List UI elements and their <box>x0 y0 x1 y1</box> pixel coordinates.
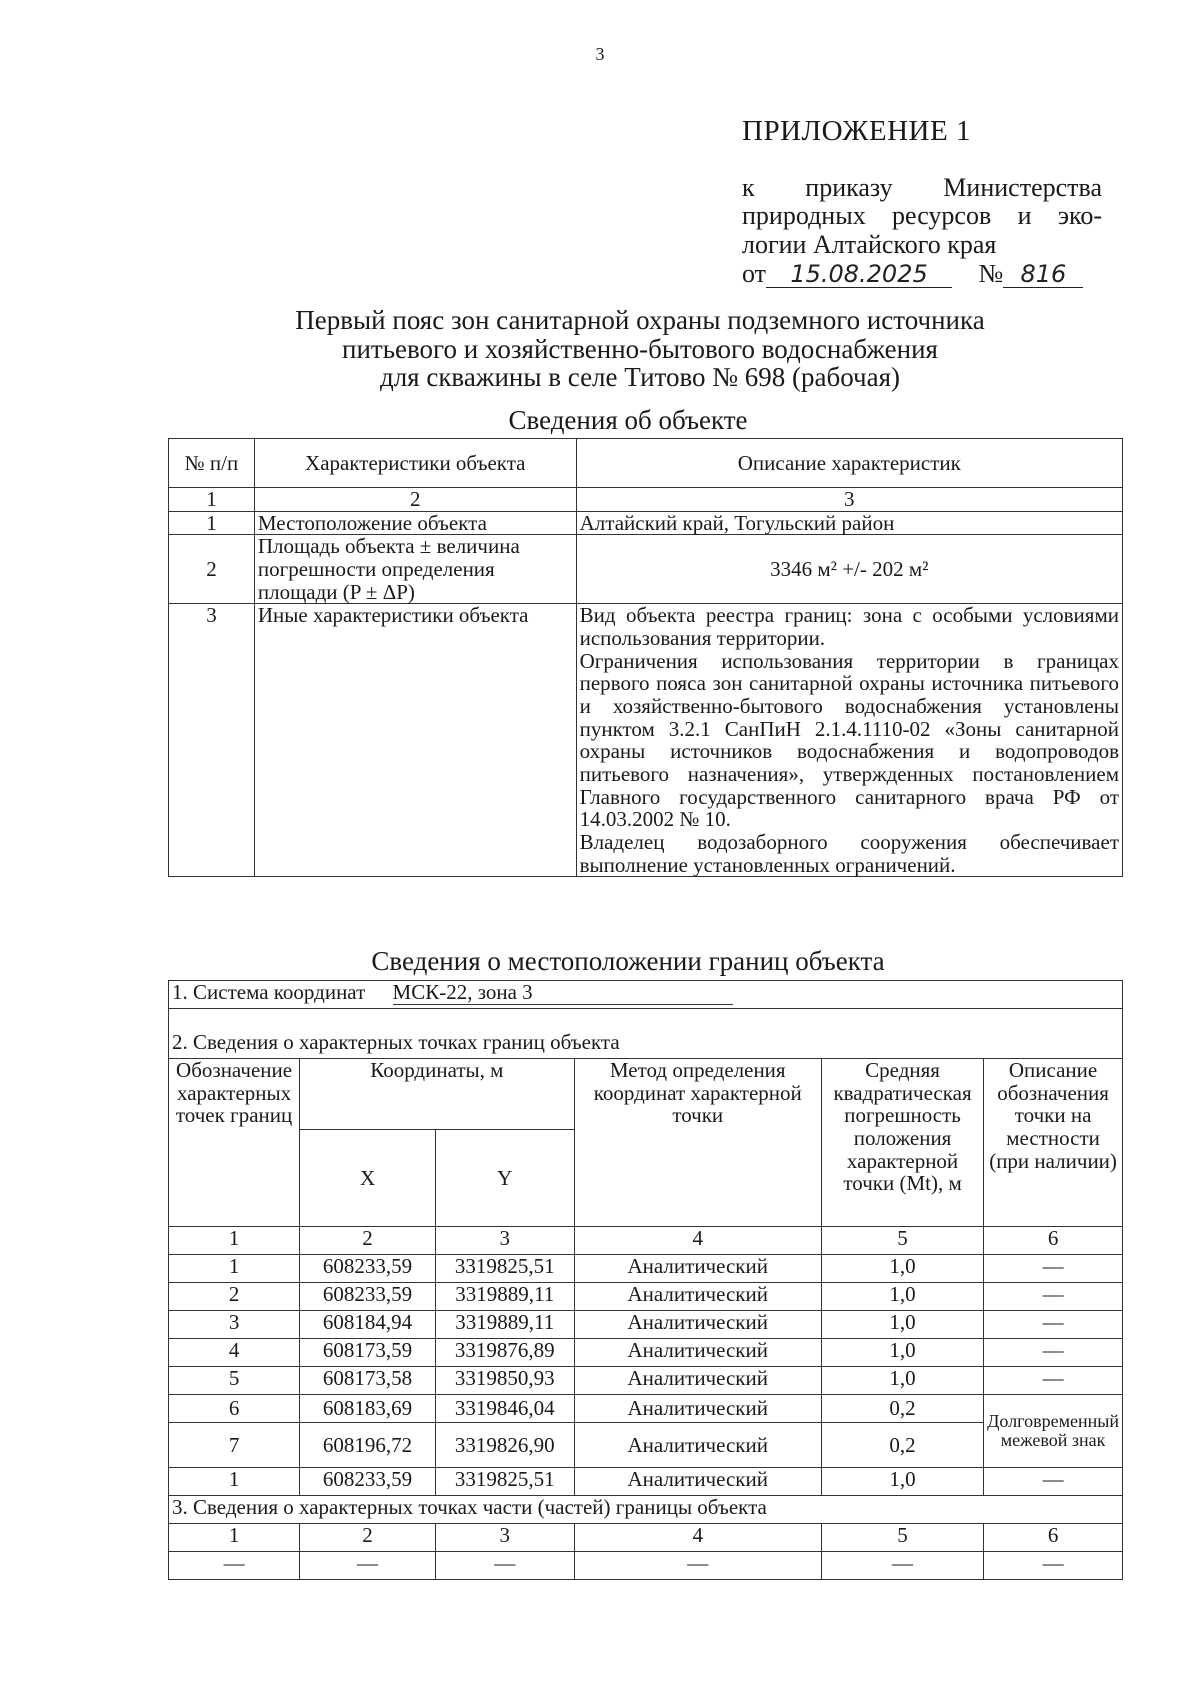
appendix-line-3: логии Алтайского края <box>742 230 997 260</box>
header-desc: Описание характеристик <box>576 439 1122 488</box>
table-row <box>169 511 1123 535</box>
point-y: 3319876,89 <box>435 1339 574 1367</box>
date-prefix: от <box>742 258 767 288</box>
header-x: X <box>300 1130 436 1227</box>
handwritten-number: 816 <box>1003 261 1083 288</box>
handwritten-date: 15.08.2025 <box>766 261 952 288</box>
parts-cell: — <box>169 1552 300 1580</box>
page-number: 3 <box>595 44 605 64</box>
point-y: 3319825,51 <box>435 1255 574 1283</box>
title-line-2: питьевого и хозяйственно-бытового водоснабжения <box>342 333 938 364</box>
point-x: 608233,59 <box>300 1255 436 1283</box>
coord-system-value: МСК-22, зона 3 <box>393 981 733 1005</box>
point-marker: — <box>984 1468 1123 1496</box>
parts-cell: — <box>435 1552 574 1580</box>
point-x: 608184,94 <box>300 1311 436 1339</box>
coord-system-row <box>169 981 1123 1009</box>
header-coords: Координаты, м <box>300 1059 574 1130</box>
column-number-row <box>169 488 1123 512</box>
point-x: 608233,59 <box>300 1468 436 1496</box>
col-number: 4 <box>574 1524 821 1552</box>
col-number: 3 <box>576 488 1122 512</box>
point-error: 1,0 <box>821 1468 983 1496</box>
point-y: 3319826,90 <box>435 1423 574 1468</box>
col-number: 2 <box>300 1227 436 1255</box>
table-row <box>169 604 1123 877</box>
point-marker: — <box>984 1339 1123 1367</box>
col-number: 5 <box>821 1524 983 1552</box>
point-marker: Долговременный межевой знак <box>984 1395 1123 1468</box>
row-char: Местоположение объекта <box>254 511 576 535</box>
header-num: № п/п <box>169 439 255 488</box>
point-error: 1,0 <box>821 1367 983 1395</box>
appendix-line-2: природных ресурсов и эко- <box>742 201 1102 231</box>
point-method: Аналитический <box>574 1311 821 1339</box>
point-x: 608173,59 <box>300 1339 436 1367</box>
header-char: Характеристики объекта <box>254 439 576 488</box>
document-title <box>240 306 1040 392</box>
appendix-line-1: к приказу Министерства <box>742 172 1102 202</box>
row-desc <box>576 604 1122 877</box>
col-number: 1 <box>169 1524 300 1552</box>
appendix-block <box>742 116 1102 288</box>
point-id: 1 <box>169 1468 300 1496</box>
point-y: 3319889,11 <box>435 1311 574 1339</box>
parts-cell: — <box>574 1552 821 1580</box>
table-row <box>169 1367 1123 1395</box>
col-number: 6 <box>984 1524 1123 1552</box>
col-number: 1 <box>169 1227 300 1255</box>
col-number: 1 <box>169 488 255 512</box>
row-num: 1 <box>169 511 255 535</box>
desc-paragraph: Ограничения использования территории в границах первого пояса зон санитарной охраны источника питьевого и хозяйственно-бытового водоснабжения установлены пунктом 3.2.1 СанПиН 2.1.4.1110-02 «Зоны санитарной охраны источников водоснабжения и водопроводов питьевого назначения», утвержденных постановлением Главного государственного санитарного врача РФ от 14.03.2002 № 10. <box>579 648 1119 832</box>
parts-cell: — <box>984 1552 1123 1580</box>
row-num: 2 <box>169 535 255 604</box>
points-heading: 2. Сведения о характерных точках границ объекта <box>169 1009 1123 1059</box>
points-header-row <box>169 1059 1123 1130</box>
table-row <box>169 1339 1123 1367</box>
col-number: 3 <box>435 1524 574 1552</box>
table-row <box>169 1311 1123 1339</box>
point-id: 1 <box>169 1255 300 1283</box>
point-id: 3 <box>169 1311 300 1339</box>
location-table <box>168 980 1123 1580</box>
point-error: 1,0 <box>821 1255 983 1283</box>
appendix-title: ПРИЛОЖЕНИЕ 1 <box>742 115 971 147</box>
point-method: Аналитический <box>574 1339 821 1367</box>
point-id: 2 <box>169 1283 300 1311</box>
point-marker: — <box>984 1283 1123 1311</box>
point-y: 3319825,51 <box>435 1468 574 1496</box>
point-x: 608233,59 <box>300 1283 436 1311</box>
point-error: 0,2 <box>821 1423 983 1468</box>
header-y: Y <box>435 1130 574 1227</box>
point-marker: — <box>984 1311 1123 1339</box>
point-y: 3319846,04 <box>435 1395 574 1423</box>
table-row <box>169 1255 1123 1283</box>
col-number: 3 <box>435 1227 574 1255</box>
point-method: Аналитический <box>574 1255 821 1283</box>
col-number: 2 <box>254 488 576 512</box>
location-heading: Сведения о местоположении границ объекта <box>371 946 885 976</box>
point-marker: — <box>984 1367 1123 1395</box>
table-row <box>169 1423 1123 1468</box>
point-marker: — <box>984 1255 1123 1283</box>
row-char: Иные характеристики объекта <box>254 604 576 877</box>
title-line-1: Первый пояс зон санитарной охраны подземного источника <box>295 305 985 335</box>
title-line-3: для скважины в селе Титово № 698 (рабочая) <box>379 362 901 393</box>
col-number: 6 <box>984 1227 1123 1255</box>
desc-paragraph: Владелец водозаборного сооружения обеспечивает выполнение установленных ограничений. <box>579 830 1119 877</box>
point-x: 608196,72 <box>300 1423 436 1468</box>
object-info-table <box>168 438 1123 877</box>
row-desc: 3346 м² +/- 202 м² <box>576 535 1122 604</box>
table-header-row <box>169 439 1123 488</box>
point-id: 6 <box>169 1395 300 1423</box>
point-error: 1,0 <box>821 1283 983 1311</box>
point-error: 1,0 <box>821 1339 983 1367</box>
col-number: 2 <box>300 1524 436 1552</box>
coord-system-label: 1. Система координат <box>172 980 366 1004</box>
point-error: 1,0 <box>821 1311 983 1339</box>
table-row <box>169 1283 1123 1311</box>
desc-paragraph: Вид объекта реестра границ: зона с особыми условиями использования территории. <box>579 603 1119 651</box>
points-heading-row <box>169 1009 1123 1059</box>
point-method: Аналитический <box>574 1423 821 1468</box>
point-method: Аналитический <box>574 1283 821 1311</box>
point-y: 3319889,11 <box>435 1283 574 1311</box>
parts-column-number-row <box>169 1524 1123 1552</box>
object-info-heading: Сведения об объекте <box>508 405 748 435</box>
row-num: 3 <box>169 604 255 877</box>
parts-cell: — <box>821 1552 983 1580</box>
table-row <box>169 535 1123 604</box>
table-row <box>169 1468 1123 1496</box>
parts-cell: — <box>300 1552 436 1580</box>
header-point: Обозначение характерных точек границ <box>169 1059 300 1227</box>
point-x: 608183,69 <box>300 1395 436 1423</box>
header-method: Метод определения координат характерной точки <box>574 1059 821 1227</box>
point-method: Аналитический <box>574 1395 821 1423</box>
col-number: 5 <box>821 1227 983 1255</box>
col-number: 4 <box>574 1227 821 1255</box>
point-id: 4 <box>169 1339 300 1367</box>
point-id: 7 <box>169 1423 300 1468</box>
row-char: Площадь объекта ± величина погрешности определения площади (P ± ΔP) <box>254 535 576 604</box>
table-row <box>169 1395 1123 1423</box>
point-method: Аналитический <box>574 1367 821 1395</box>
point-id: 5 <box>169 1367 300 1395</box>
number-prefix: № <box>978 258 1004 288</box>
header-error: Средняя квадратическая погрешность положения характерной точки (Mt), м <box>821 1059 983 1227</box>
point-method: Аналитический <box>574 1468 821 1496</box>
point-error: 0,2 <box>821 1395 983 1423</box>
header-marker: Описание обозначения точки на местности (при наличии) <box>984 1059 1123 1227</box>
row-desc: Алтайский край, Тогульский район <box>576 511 1122 535</box>
column-number-row <box>169 1227 1123 1255</box>
appendix-date-line <box>742 260 1102 289</box>
point-x: 608173,58 <box>300 1367 436 1395</box>
parts-row <box>169 1552 1123 1580</box>
point-y: 3319850,93 <box>435 1367 574 1395</box>
coord-system <box>169 981 1123 1009</box>
parts-heading: 3. Сведения о характерных точках части (частей) границы объекта <box>169 1496 1123 1524</box>
parts-heading-row <box>169 1496 1123 1524</box>
